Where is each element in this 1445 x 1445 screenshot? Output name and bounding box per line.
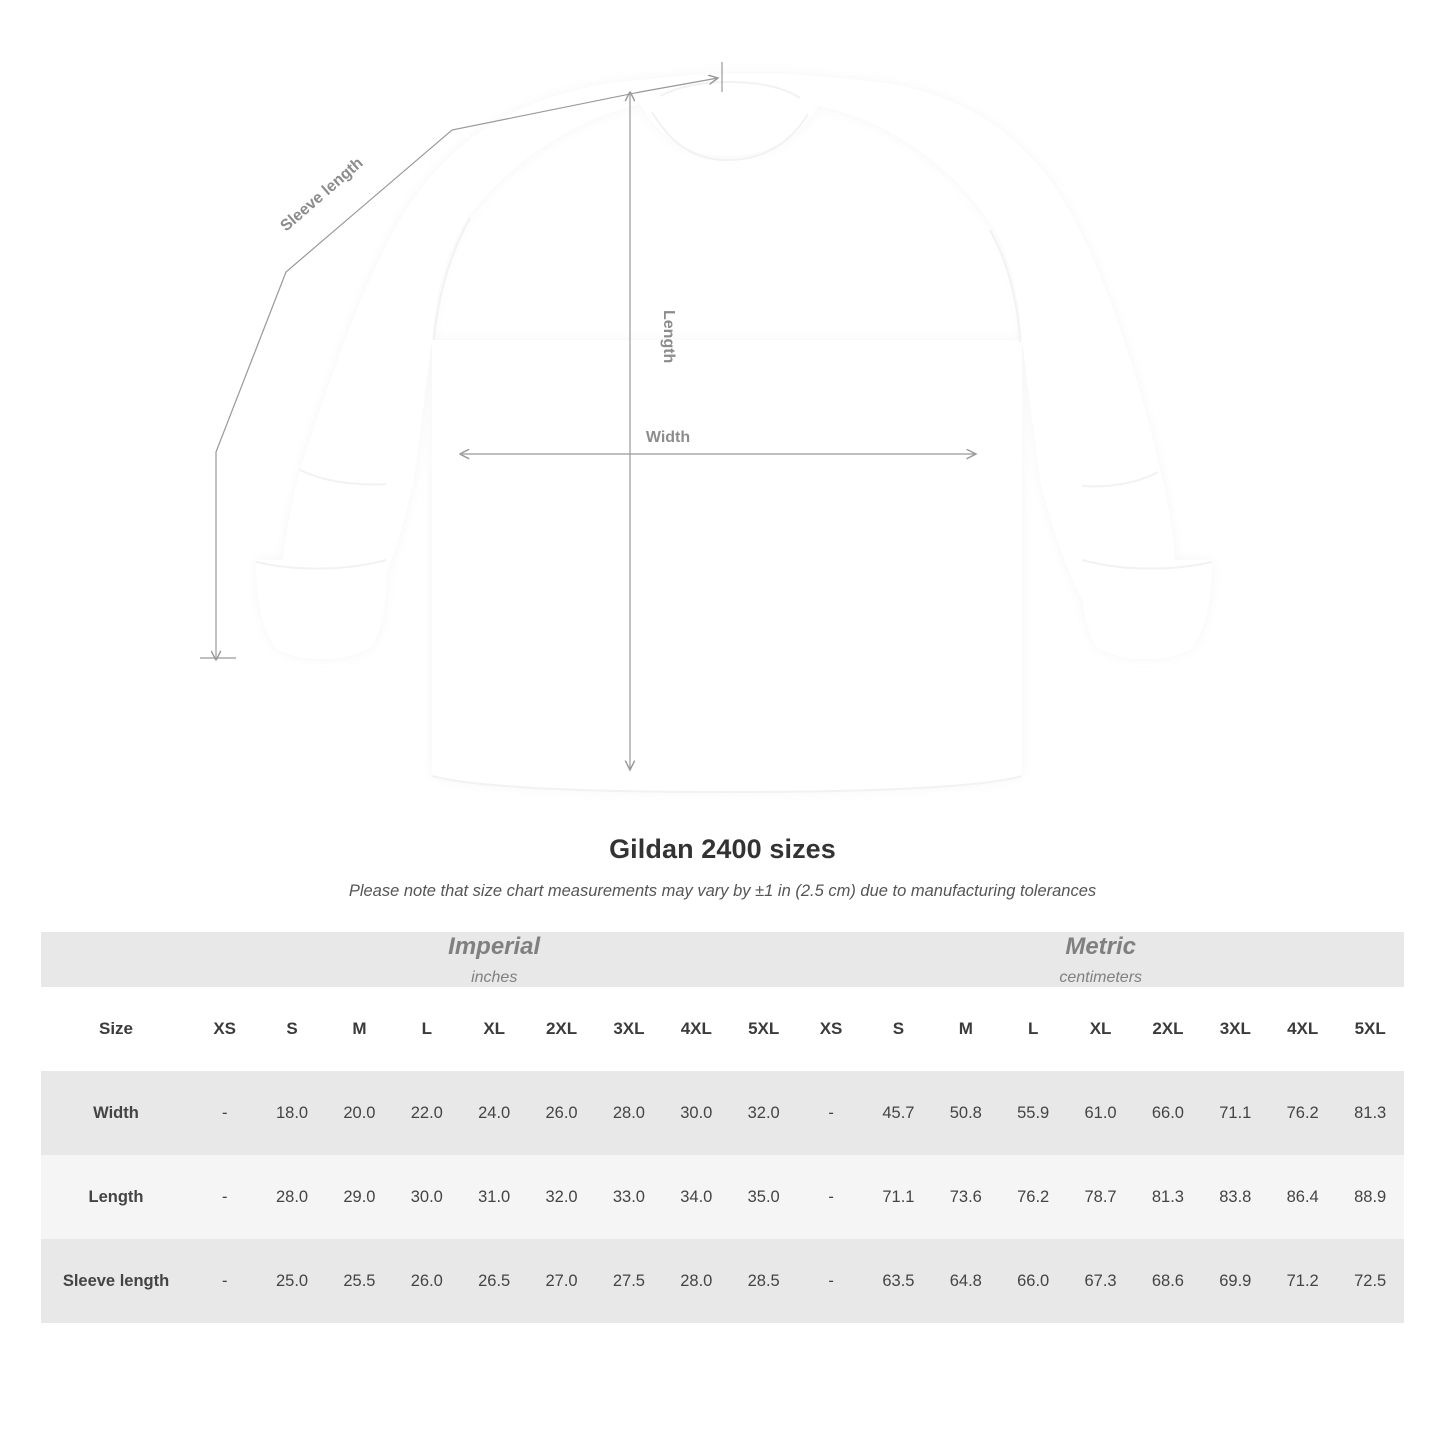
cell-sleeve-imperial-5xl: 28.5	[730, 1239, 797, 1323]
cell-sleeve-metric-2xl: 68.6	[1134, 1239, 1201, 1323]
row-label-length: Length	[41, 1155, 191, 1239]
unit-header-metric	[797, 932, 1404, 987]
col-header-metric-2xl: 2XL	[1134, 987, 1201, 1071]
cell-length-imperial-s: 28.0	[258, 1155, 325, 1239]
unit-header-imperial	[191, 932, 797, 987]
cell-width-metric-4xl: 76.2	[1269, 1071, 1336, 1155]
cell-width-imperial-3xl: 28.0	[595, 1071, 662, 1155]
measurement-note: Please note that size chart measurements may vary by ±1 in (2.5 cm) due to manufacturing tolerances	[348, 882, 1097, 900]
cell-length-imperial-3xl: 33.0	[595, 1155, 662, 1239]
cell-width-imperial-m: 20.0	[326, 1071, 393, 1155]
table-row	[41, 1155, 1404, 1239]
col-header-imperial-l: L	[393, 987, 460, 1071]
size-header-label: Size	[41, 987, 191, 1071]
cell-sleeve-imperial-4xl: 28.0	[663, 1239, 730, 1323]
cell-sleeve-imperial-2xl: 27.0	[528, 1239, 595, 1323]
cell-length-imperial-2xl: 32.0	[528, 1155, 595, 1239]
col-header-imperial-s: S	[258, 987, 325, 1071]
width-label: Width	[645, 429, 691, 446]
size-table-wrapper	[0, 932, 1445, 1323]
cell-width-metric-xl: 61.0	[1067, 1071, 1134, 1155]
col-header-imperial-3xl: 3XL	[595, 987, 662, 1071]
cell-length-metric-5xl: 88.9	[1336, 1155, 1404, 1239]
col-header-imperial-5xl: 5XL	[730, 987, 797, 1071]
cell-sleeve-imperial-xs: -	[191, 1239, 258, 1323]
row-label-width: Width	[41, 1071, 191, 1155]
cell-width-imperial-4xl: 30.0	[663, 1071, 730, 1155]
col-header-metric-4xl: 4XL	[1269, 987, 1336, 1071]
cell-sleeve-metric-m: 64.8	[932, 1239, 999, 1323]
cell-sleeve-metric-3xl: 69.9	[1202, 1239, 1269, 1323]
cell-length-metric-l: 76.2	[1000, 1155, 1067, 1239]
cell-width-metric-l: 55.9	[1000, 1071, 1067, 1155]
col-header-metric-5xl: 5XL	[1336, 987, 1404, 1071]
cell-sleeve-metric-l: 66.0	[1000, 1239, 1067, 1323]
cell-width-metric-2xl: 66.0	[1134, 1071, 1201, 1155]
cell-length-imperial-xs: -	[191, 1155, 258, 1239]
cell-width-metric-m: 50.8	[932, 1071, 999, 1155]
cell-length-metric-xs: -	[797, 1155, 864, 1239]
cell-length-metric-4xl: 86.4	[1269, 1155, 1336, 1239]
cell-width-imperial-xs: -	[191, 1071, 258, 1155]
col-header-metric-s: S	[865, 987, 932, 1071]
cell-sleeve-imperial-3xl: 27.5	[595, 1239, 662, 1323]
cell-sleeve-imperial-l: 26.0	[393, 1239, 460, 1323]
col-header-metric-3xl: 3XL	[1202, 987, 1269, 1071]
metric-label: Metric	[1065, 933, 1137, 960]
col-header-metric-l: L	[1000, 987, 1067, 1071]
row-label-sleeve-length: Sleeve length	[41, 1239, 191, 1323]
cell-length-metric-m: 73.6	[932, 1155, 999, 1239]
unit-header-row	[41, 932, 1404, 987]
cell-sleeve-imperial-m: 25.5	[326, 1239, 393, 1323]
unit-header-blank	[41, 932, 191, 987]
cell-length-imperial-l: 30.0	[393, 1155, 460, 1239]
cell-width-imperial-xl: 24.0	[461, 1071, 528, 1155]
size-chart-table	[41, 932, 1404, 1323]
metric-sub: centimeters	[1059, 969, 1143, 986]
cell-length-imperial-5xl: 35.0	[730, 1155, 797, 1239]
cell-length-metric-s: 71.1	[865, 1155, 932, 1239]
cell-length-metric-3xl: 83.8	[1202, 1155, 1269, 1239]
table-row	[41, 1239, 1404, 1323]
imperial-sub: inches	[471, 969, 518, 986]
cell-length-imperial-xl: 31.0	[461, 1155, 528, 1239]
cell-width-metric-3xl: 71.1	[1202, 1071, 1269, 1155]
col-header-imperial-xl: XL	[461, 987, 528, 1071]
cell-length-imperial-m: 29.0	[326, 1155, 393, 1239]
cell-width-imperial-s: 18.0	[258, 1071, 325, 1155]
cell-width-metric-s: 45.7	[865, 1071, 932, 1155]
col-header-metric-xl: XL	[1067, 987, 1134, 1071]
cell-sleeve-imperial-s: 25.0	[258, 1239, 325, 1323]
length-label: Length	[660, 310, 677, 364]
cell-width-metric-xs: -	[797, 1071, 864, 1155]
cell-length-metric-2xl: 81.3	[1134, 1155, 1201, 1239]
col-header-imperial-xs: XS	[191, 987, 258, 1071]
cell-sleeve-imperial-xl: 26.5	[461, 1239, 528, 1323]
cell-sleeve-metric-5xl: 72.5	[1336, 1239, 1404, 1323]
cell-sleeve-metric-xs: -	[797, 1239, 864, 1323]
sleeve-length-label: Sleeve length	[277, 154, 367, 236]
cell-sleeve-metric-xl: 67.3	[1067, 1239, 1134, 1323]
cell-width-imperial-l: 22.0	[393, 1071, 460, 1155]
cell-width-metric-5xl: 81.3	[1336, 1071, 1404, 1155]
cell-length-metric-xl: 78.7	[1067, 1155, 1134, 1239]
cell-sleeve-metric-4xl: 71.2	[1269, 1239, 1336, 1323]
col-header-imperial-m: M	[326, 987, 393, 1071]
cell-width-imperial-2xl: 26.0	[528, 1071, 595, 1155]
col-header-imperial-4xl: 4XL	[663, 987, 730, 1071]
col-header-metric-xs: XS	[797, 987, 864, 1071]
cell-width-imperial-5xl: 32.0	[730, 1071, 797, 1155]
page-title: Gildan 2400 sizes	[609, 834, 836, 864]
cell-length-imperial-4xl: 34.0	[663, 1155, 730, 1239]
cell-sleeve-metric-s: 63.5	[865, 1239, 932, 1323]
size-header-row	[41, 987, 1404, 1071]
chart-header	[0, 834, 1445, 901]
table-row	[41, 1071, 1404, 1155]
imperial-label: Imperial	[448, 933, 541, 960]
col-header-imperial-2xl: 2XL	[528, 987, 595, 1071]
shirt-shape	[256, 74, 1212, 792]
col-header-metric-m: M	[932, 987, 999, 1071]
